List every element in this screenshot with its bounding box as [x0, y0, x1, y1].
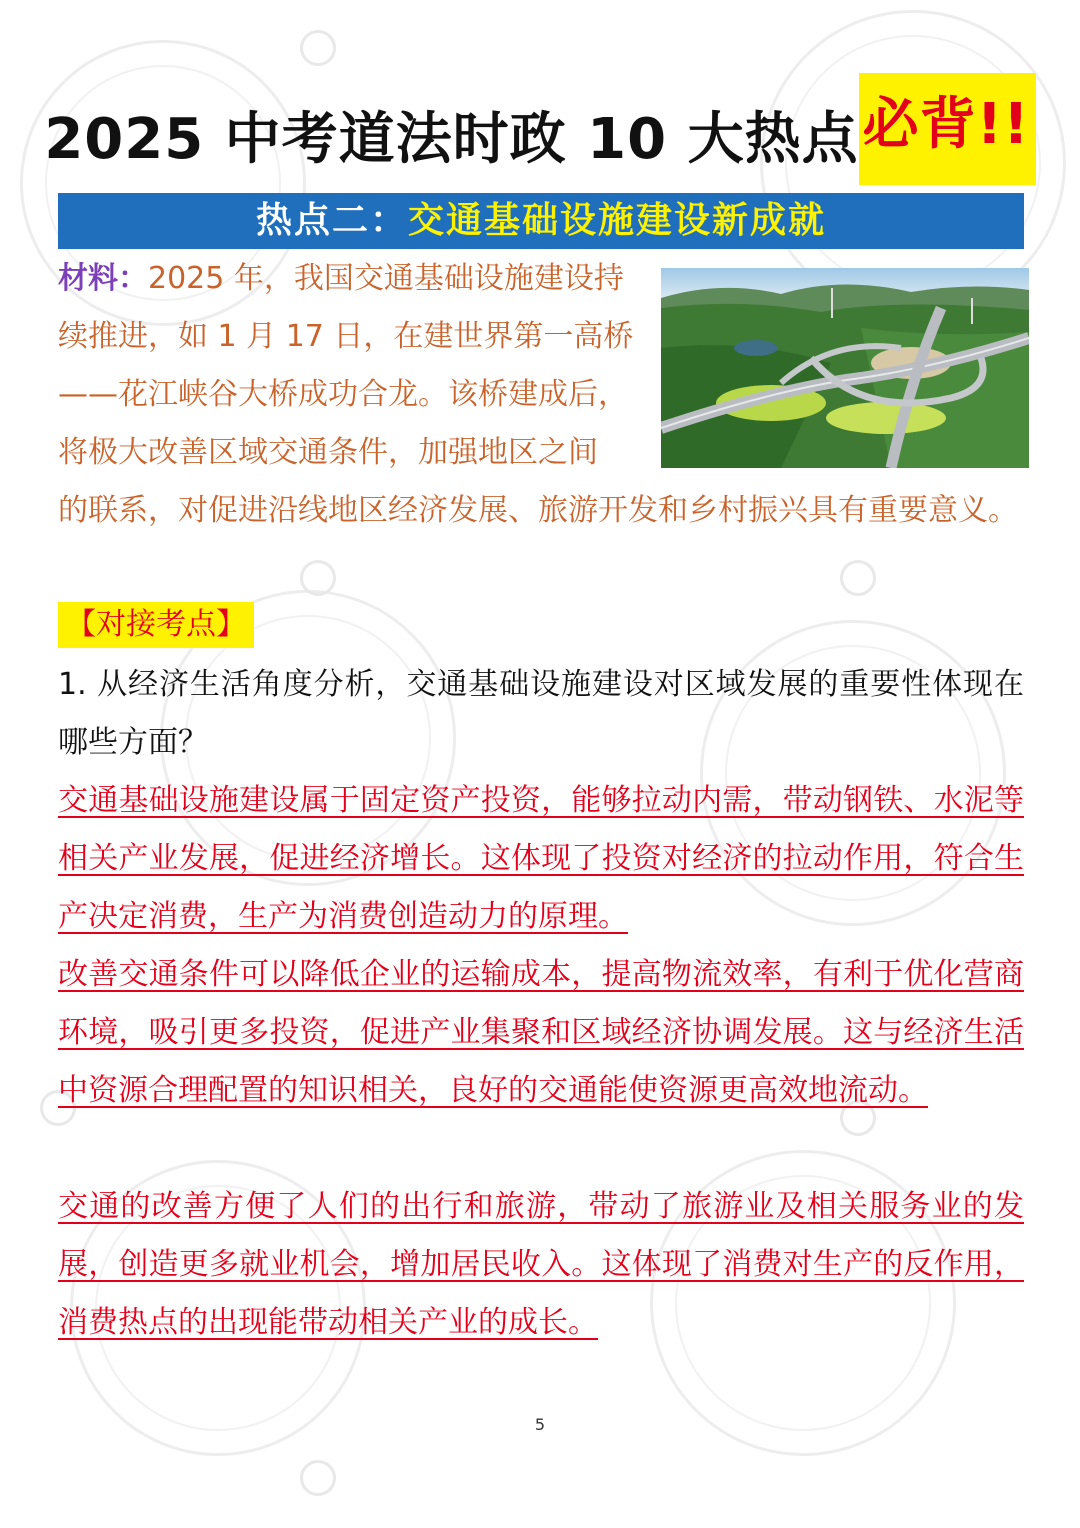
banner-label: 热点二：: [255, 200, 408, 241]
title-highlight: 必背!!: [859, 73, 1036, 185]
watermark-dot: [300, 1460, 336, 1496]
page-number: 5: [534, 1415, 546, 1434]
watermark-dot: [840, 560, 876, 596]
material-paragraph: [58, 250, 648, 482]
watermark-dot: [300, 30, 336, 66]
hotspot-banner: [58, 193, 1024, 249]
title-main: 2025 中考道法时政 10 大热点: [44, 107, 859, 172]
material-continuation: 的联系，对促进沿线地区经济发展、旅游开发和乡村振兴具有重要意义。: [58, 493, 1018, 528]
material-label: 材料：: [58, 261, 148, 296]
watermark-dot: [300, 560, 336, 596]
page-title: [0, 91, 1080, 180]
section-tag: 【对接考点】: [58, 602, 254, 648]
highway-interchange-photo: [661, 268, 1029, 468]
highway-photo-illustration: [661, 268, 1029, 468]
question-1: 1. 从经济生活角度分析，交通基础设施建设对区域发展的重要性体现在哪些方面？: [58, 667, 1024, 760]
answer-paragraph: 交通基础设施建设属于固定资产投资，能够拉动内需，带动钢铁、水泥等相关产业发展，促进经济增长。这体现了投资对经济的拉动作用，符合生产决定消费，生产为消费创造动力的原理。: [58, 783, 1024, 934]
material-text: 2025 年，我国交通基础设施建设持续推进，如 1 月 17 日，在建世界第一高桥——花江峡谷大桥成功合龙。该桥建成后，将极大改善区域交通条件，加强地区之间: [58, 261, 634, 470]
answer-paragraph: 改善交通条件可以降低企业的运输成本，提高物流效率，有利于优化营商环境，吸引更多投资，促进产业集聚和区域经济协调发展。这与经济生活中资源合理配置的知识相关，良好的交通能使资源更高效地流动。: [58, 957, 1024, 1108]
answer-paragraph: 交通的改善方便了人们的出行和旅游，带动了旅游业及相关服务业的发展，创造更多就业机会，增加居民收入。这体现了消费对生产的反作用，消费热点的出现能带动相关产业的成长。: [58, 1189, 1024, 1340]
banner-text: 交通基础设施建设新成就: [408, 200, 827, 241]
